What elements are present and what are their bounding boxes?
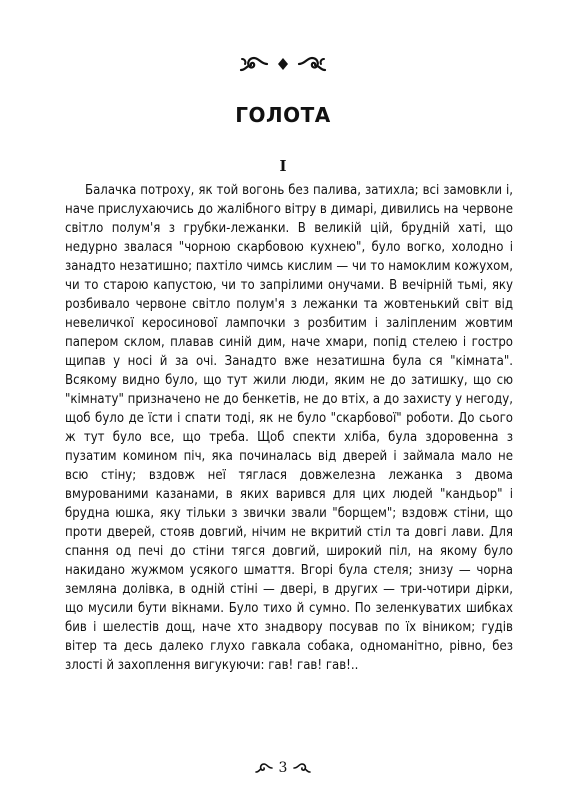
page-footer: [0, 760, 566, 776]
section-number: І: [279, 157, 287, 175]
chapter-title: ГОЛОТА: [235, 103, 331, 127]
curl-left-icon: [255, 762, 273, 774]
body-paragraph: Балачка потроху, як той вогонь без палива, затихла; всі замовкли і, наче прислухаючись до жалібного вітру в димарі, дивились на червоне світло полум'я з грубки-лежанки. В великій цій, брудній хаті, що недурно звалася "чорною скарбовою кухнею", було вогко, холодно і занадто незатишно; пахтіло чимсь кислим — чи то намоклим кожухом, чи то старою капустою, чи то запрілими онучами. В вечірній тьмі, яку розбивало червоне світло полум'я з лежанки та жовтенький світ від невеличкої керосинової лампочки з розбитим і заліпленим жовтим папером склом, плавав синій дим, наче хмари, попід стелею і гостро щипав у носі й за очі. Занадто вже незатишна була ся "кімната". Всякому видно було, що тут жили люди, яким не до затишку, що сю "кімнату" призначено не до бенкетів, не до втіх, а до захисту у негоду, щоб було де їсти і спати тоді, як не було "скарбової" роботи. До сього ж тут було все, що треба. Щоб спекти хліба, була здоровенна з пузатим комином піч, яка починалась від дверей і займала мало не всю стіну; вздовж неї тяглася довжелезна лежанка з двома вмурованими казанами, в яких варився для цих людей "кандьор" і брудна юшка, яку тільки з звички звали "борщем"; вздовж стіни, що проти дверей, стояв довгий, нічим не вкритий стіл та довгі лави. Для спання од печі до стіни тягся довгий, широкий піл, на якому було накидано жужмом усякого шмаття. Вгорі була стеля; знизу — чорна земляна долівка, в одній стіні — двері, в других — три-чотири дірки, що мусили бути вікнами. Було тихо й сумно. По зеленкуватих шибках бив і шелестів дощ, наче хто знадвору посував по їх віником; гудів вітер та десь далеко глухо гавкала собака, одноманітно, рівно, без злості й захоплення вигукуючи: гав! гав! гав!..: [65, 183, 513, 673]
diamond-icon: [277, 57, 289, 71]
curl-right-icon: [293, 762, 311, 774]
curl-right-icon: [297, 55, 327, 73]
header-ornament: [0, 55, 566, 73]
curl-left-icon: [239, 55, 269, 73]
page-number: 3: [278, 760, 288, 776]
